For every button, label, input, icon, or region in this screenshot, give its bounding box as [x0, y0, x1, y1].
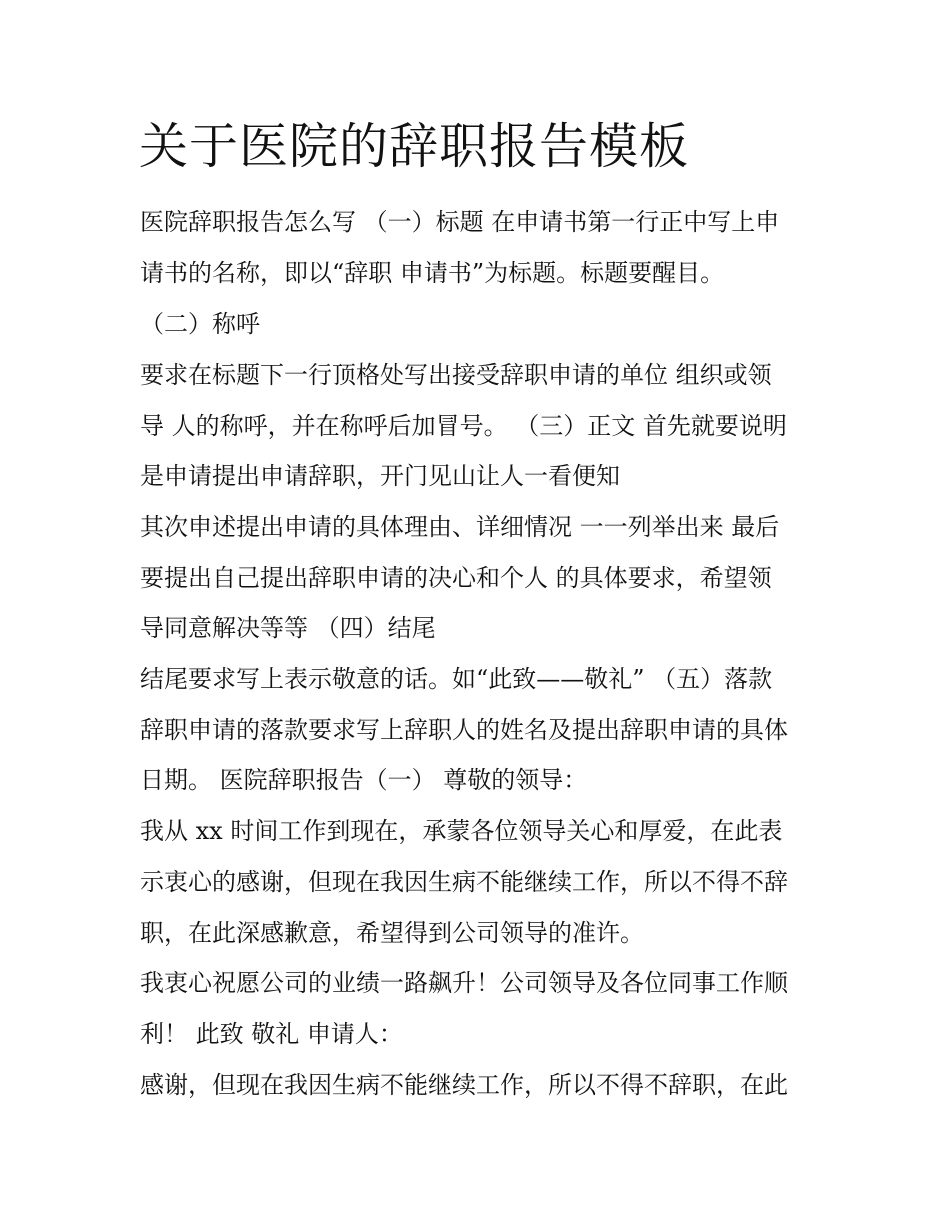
body-line-10: 结尾要求写上表示敬意的话。如“此致——敬礼” （五）落款	[140, 665, 773, 693]
body-line-6: 是申请提出申请辞职，开门见山让人一看便知	[140, 462, 620, 490]
body-line-8: 要提出自己提出辞职申请的决心和个人 的具体要求，希望领	[140, 564, 772, 592]
body-line-16: 我衷心祝愿公司的业绩一路飙升！公司领导及各位同事工作顺	[140, 969, 788, 997]
body-line-1: 医院辞职报告怎么写 （一）标题 在申请书第一行正中写上申	[140, 208, 780, 236]
body-line-7: 其次申述提出申请的具体理由、详细情况 一一列举出来 最后	[140, 513, 780, 541]
body-line-4: 要求在标题下一行顶格处写出接受辞职申请的单位 组织或领	[140, 361, 772, 389]
body-line-5: 导 人的称呼，并在称呼后加冒号。 （三）正文 首先就要说明	[140, 412, 787, 440]
document-title: 关于医院的辞职报告模板	[139, 118, 690, 175]
body-line-12: 日期。 医院辞职报告（一） 尊敬的领导：	[140, 766, 588, 794]
body-line-13: 我从 xx 时间工作到现在，承蒙各位领导关心和厚爱，在此表	[140, 817, 783, 845]
body-line-18: 感谢，但现在我因生病不能继续工作，所以不得不辞职，在此	[140, 1071, 788, 1099]
body-line-14: 示衷心的感谢，但现在我因生病不能继续工作，所以不得不辞	[140, 868, 788, 896]
body-line-3: （二）称呼	[140, 310, 260, 338]
body-line-11: 辞职申请的落款要求写上辞职人的姓名及提出辞职申请的具体	[140, 716, 788, 744]
body-line-9: 导同意解决等等 （四）结尾	[140, 614, 436, 642]
body-line-2: 请书的名称，即以“辞职 申请书”为标题。标题要醒目。	[140, 259, 725, 287]
body-line-15: 职，在此深感歉意，希望得到公司领导的准许。	[140, 919, 644, 947]
body-line-17: 利！ 此致 敬礼 申请人：	[140, 1020, 403, 1048]
